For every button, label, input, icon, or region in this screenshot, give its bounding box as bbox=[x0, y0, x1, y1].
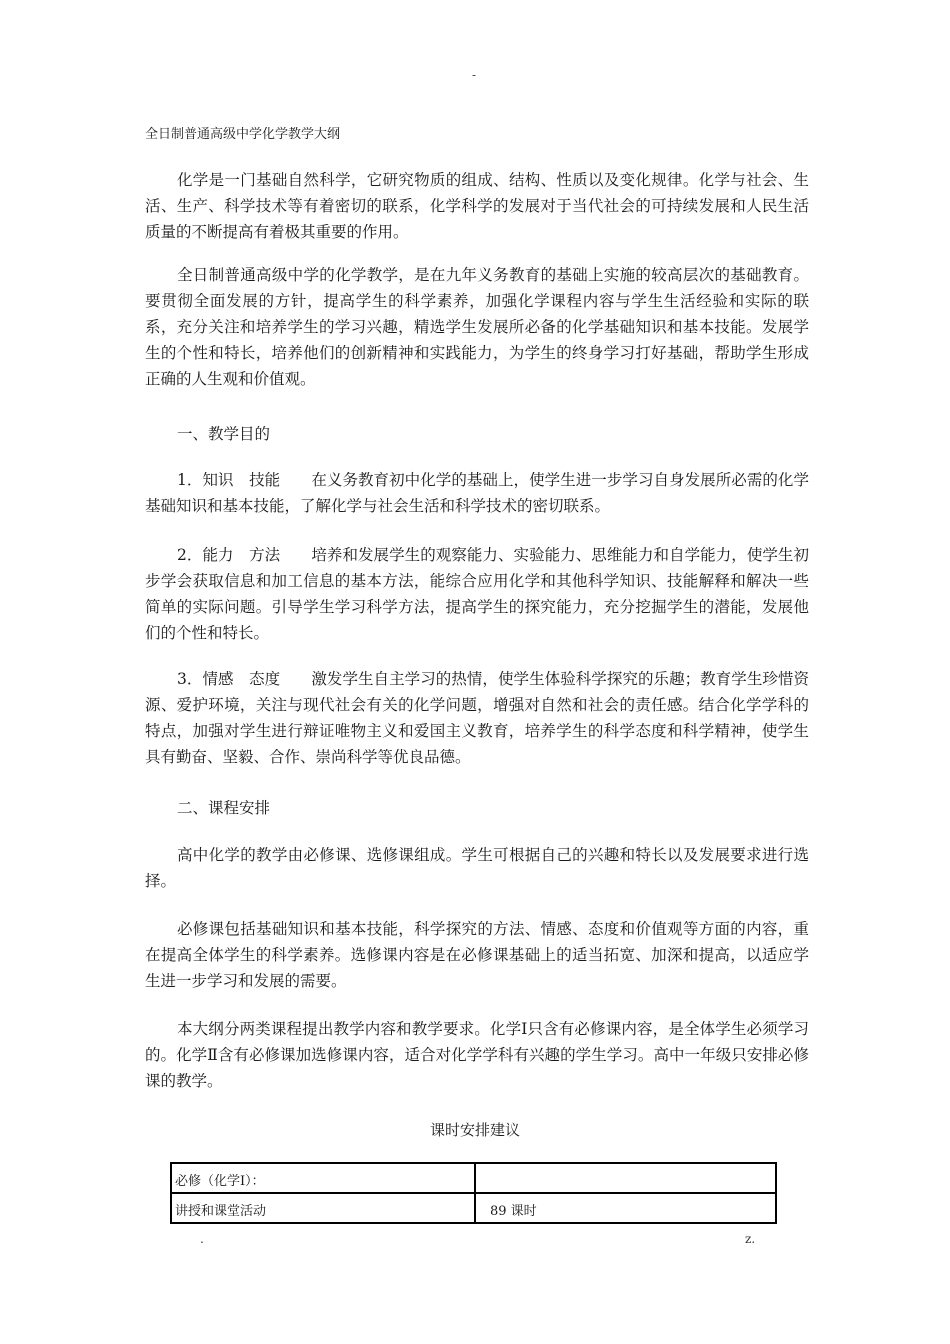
objective-emotion: 3．情感 态度 激发学生自主学习的热情，使学生体验科学探究的乐趣；教育学生珍惜资源、爱护环境，关注与现代社会有关的化学问题，增强对自然和社会的责任感。结合化学学科的特点，加强对学生进行辩证唯物主义和爱国主义教育，培养学生的科学态度和科学精神，使学生具有勤奋、坚毅、合作、崇尚科学等优良品德。 bbox=[145, 670, 809, 766]
table-cell: 89 课时 bbox=[475, 1193, 776, 1223]
objective-ability: 2．能力 方法 培养和发展学生的观察能力、实验能力、思维能力和自学能力，使学生初步学会获取信息和加工信息的基本方法，能综合应用化学和其他科学知识、技能解释和解决一些简单的实际问题。引导学生学习科学方法，提高学生的探究能力，充分挖掘学生的潜能，发展他们的个性和特长。 bbox=[145, 546, 809, 642]
class-hours-table bbox=[170, 1162, 777, 1224]
table-row bbox=[171, 1193, 776, 1223]
course-paragraph-2: 必修课包括基础知识和基本技能，科学探究的方法、情感、态度和价值观等方面的内容，重在提高全体学生的科学素养。选修课内容是在必修课基础上的适当拓宽、加深和提高，以适应学生进一步学习和发展的需要。 bbox=[145, 920, 809, 990]
footer-right-mark: z. bbox=[745, 1232, 756, 1246]
table-row bbox=[171, 1163, 776, 1193]
table-caption: 课时安排建议 bbox=[429, 1121, 520, 1139]
section1-heading: 一、教学目的 bbox=[177, 425, 271, 443]
objective-knowledge: 1．知识 技能 在义务教育初中化学的基础上，使学生进一步学习自身发展所必需的化学基础知识和基本技能，了解化学与社会生活和科学技术的密切联系。 bbox=[145, 471, 809, 515]
course-paragraph-3: 本大纲分两类课程提出教学内容和教学要求。化学Ⅰ只含有必修课内容，是全体学生必须学习的。化学Ⅱ含有必修课加选修课内容，适合对化学学科有兴趣的学生学习。高中一年级只安排必修课的教学。 bbox=[145, 1020, 809, 1090]
intro-paragraph-2: 全日制普通高级中学的化学教学，是在九年义务教育的基础上实施的较高层次的基础教育。要贯彻全面发展的方针，提高学生的科学素养，加强化学课程内容与学生生活经验和实际的联系，充分关注和培养学生的学习兴趣，精选学生发展所必备的化学基础知识和基本技能。发展学生的个性和特长，培养他们的创新精神和实践能力，为学生的终身学习打好基础，帮助学生形成正确的人生观和价值观。 bbox=[145, 266, 809, 388]
table-cell: 讲授和课堂活动 bbox=[171, 1193, 475, 1223]
header-mark: - bbox=[472, 68, 477, 82]
document-title: 全日制普通高级中学化学教学大纲 bbox=[145, 127, 341, 142]
table-cell: 必修（化学Ⅰ）： bbox=[171, 1163, 475, 1193]
footer-left-mark: . bbox=[200, 1232, 204, 1246]
section2-heading: 二、课程安排 bbox=[177, 799, 271, 817]
table-cell bbox=[475, 1163, 776, 1193]
intro-paragraph-1: 化学是一门基础自然科学，它研究物质的组成、结构、性质以及变化规律。化学与社会、生活、生产、科学技术等有着密切的联系，化学科学的发展对于当代社会的可持续发展和人民生活质量的不断提高有着极其重要的作用。 bbox=[145, 171, 809, 241]
course-paragraph-1: 高中化学的教学由必修课、选修课组成。学生可根据自己的兴趣和特长以及发展要求进行选择。 bbox=[145, 846, 809, 890]
